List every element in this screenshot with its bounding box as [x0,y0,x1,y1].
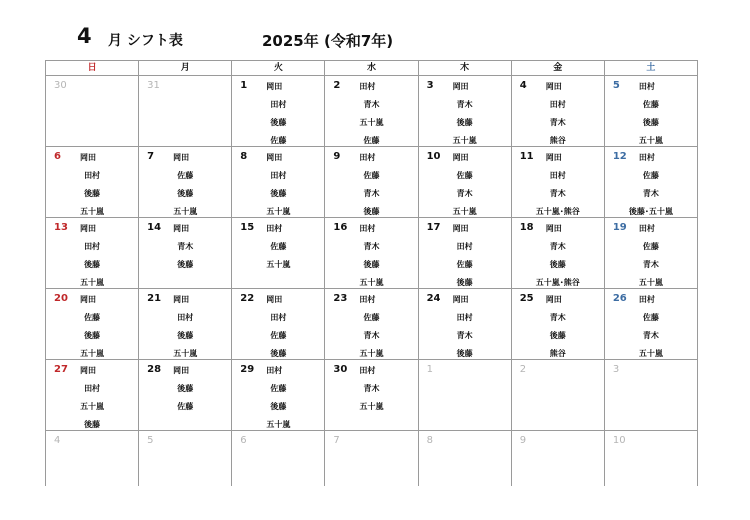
staff-name: 田村 [456,242,473,251]
day-cell [46,218,139,289]
staff-name: 岡田 [173,366,190,375]
day-number: 5 [147,435,154,446]
day-cell [511,360,604,431]
staff-name: 後藤 [456,349,473,358]
staff-name: 岡田 [452,82,469,91]
staff-name: 岡田 [173,153,190,162]
staff-name: 田村 [84,171,101,180]
staff-name: 後藤 [549,331,566,340]
shift-staff-list [325,220,417,292]
year-label: 2025年 (令和7年) [262,32,394,50]
shift-staff-list [512,291,604,363]
staff-name: 岡田 [173,295,190,304]
staff-name: 青木 [363,242,380,251]
day-number: 17 [426,222,441,233]
staff-name: 田村 [549,100,566,109]
staff-name: 田村 [638,295,655,304]
week-row [46,289,698,360]
day-number: 11 [519,151,534,162]
calendar-body [46,76,698,487]
staff-name: 佐藤 [456,171,473,180]
staff-name: 佐藤 [642,242,659,251]
day-number: 9 [519,435,527,446]
staff-name: 青木 [549,313,566,322]
staff-name: 佐藤 [177,402,194,411]
day-cell [604,431,697,487]
staff-name: 田村 [270,171,287,180]
weekday-sun: 日 [46,61,139,76]
staff-name: 後藤 [363,260,380,269]
shift-staff-list [139,149,231,221]
day-cell [232,360,325,431]
day-cell [511,147,604,218]
staff-name: 五十嵐 [452,207,477,216]
day-number: 23 [333,293,348,304]
day-number: 3 [612,364,620,375]
day-number: 28 [147,364,162,375]
staff-name: 青木 [363,100,380,109]
staff-name: 後藤 [177,331,194,340]
staff-name: 青木 [642,260,659,269]
staff-name: 後藤 [549,260,566,269]
staff-name: 岡田 [545,153,562,162]
staff-name: 青木 [549,189,566,198]
staff-name: 青木 [642,189,659,198]
staff-name: 岡田 [452,295,469,304]
day-number: 4 [54,435,61,446]
day-cell [511,431,604,487]
day-cell [46,289,139,360]
staff-name: 後藤 [270,349,287,358]
staff-name: 五十嵐･熊谷 [535,207,580,216]
shift-staff-list [139,291,231,363]
day-cell [325,289,418,360]
staff-name: 後藤 [84,260,101,269]
day-number: 24 [426,293,441,304]
day-number: 18 [519,222,534,233]
staff-name: 青木 [549,242,566,251]
staff-name: 五十嵐 [80,402,105,411]
day-cell [325,218,418,289]
day-number: 13 [54,222,68,233]
staff-name: 田村 [456,313,473,322]
day-number: 1 [240,80,248,91]
day-cell [139,289,232,360]
day-number: 30 [54,80,67,91]
staff-name: 岡田 [80,366,96,375]
staff-name: 佐藤 [84,313,101,322]
day-cell [418,431,511,487]
staff-name: 後藤 [270,402,287,411]
shift-staff-list [139,220,231,274]
day-cell [139,147,232,218]
day-cell [604,218,697,289]
shift-staff-list [419,291,511,363]
staff-name: 田村 [359,295,376,304]
shift-staff-list [232,78,324,150]
day-number: 14 [147,222,162,233]
staff-name: 五十嵐 [80,207,105,216]
staff-name: 五十嵐 [173,207,198,216]
calendar-title [0,26,750,56]
staff-name: 後藤･五十嵐 [628,207,673,216]
day-cell [139,360,232,431]
staff-name: 田村 [84,242,101,251]
staff-name: 後藤 [84,189,101,198]
shift-staff-list [139,362,231,416]
staff-name: 後藤 [84,331,101,340]
shift-staff-list [46,220,138,292]
staff-name: 五十嵐･熊谷 [535,278,580,287]
staff-name: 佐藤 [270,384,287,393]
day-number: 27 [54,364,68,375]
weekday-sat: 土 [604,61,697,76]
staff-name: 後藤 [456,278,473,287]
week-row [46,76,698,147]
staff-name: 五十嵐 [266,420,291,429]
day-number: 21 [147,293,162,304]
day-cell [604,289,697,360]
staff-name: 青木 [363,384,380,393]
staff-name: 後藤 [177,260,194,269]
day-cell [232,147,325,218]
day-cell [232,76,325,147]
staff-name: 田村 [177,313,194,322]
staff-name: 佐藤 [642,313,659,322]
week-row [46,360,698,431]
staff-name: 佐藤 [456,260,473,269]
staff-name: 熊谷 [549,349,566,358]
day-number: 19 [612,222,627,233]
day-number: 22 [240,293,255,304]
day-cell [604,147,697,218]
shift-staff-list [325,149,417,221]
staff-name: 佐藤 [363,313,380,322]
weekday-header-row [46,61,698,76]
day-number: 8 [240,151,248,162]
staff-name: 五十嵐 [359,349,384,358]
staff-name: 後藤 [270,118,287,127]
day-number: 25 [519,293,534,304]
staff-name: 田村 [270,313,287,322]
day-cell [604,76,697,147]
staff-name: 後藤 [363,207,380,216]
day-number: 29 [240,364,255,375]
day-number: 5 [612,80,620,91]
staff-name: 五十嵐 [638,136,663,145]
day-cell [418,289,511,360]
staff-name: 岡田 [80,224,96,233]
shift-staff-list [605,291,697,363]
staff-name: 岡田 [80,295,96,304]
staff-name: 田村 [359,224,376,233]
weekday-wed: 水 [325,61,418,76]
day-cell [418,147,511,218]
staff-name: 青木 [177,242,194,251]
shift-staff-list [46,291,138,363]
weekday-fri: 金 [511,61,604,76]
shift-staff-list [325,291,417,363]
staff-name: 後藤 [177,384,194,393]
day-number: 1 [426,364,433,375]
staff-name: 後藤 [642,118,659,127]
staff-name: 田村 [638,153,655,162]
staff-name: 佐藤 [177,171,194,180]
weekday-thu: 木 [418,61,511,76]
day-number: 2 [519,364,527,375]
staff-name: 青木 [363,331,380,340]
shift-staff-list [605,78,697,150]
day-number: 6 [54,151,61,162]
day-cell [232,289,325,360]
day-number: 26 [612,293,627,304]
staff-name: 五十嵐 [266,207,291,216]
staff-name: 熊谷 [549,136,566,145]
day-number: 10 [426,151,441,162]
staff-name: 田村 [270,100,287,109]
shift-calendar [45,60,698,486]
staff-name: 田村 [84,384,101,393]
day-cell [46,76,139,147]
day-number: 30 [333,364,348,375]
staff-name: 五十嵐 [638,349,663,358]
staff-name: 青木 [456,189,473,198]
day-number: 12 [612,151,627,162]
day-number: 8 [426,435,433,446]
staff-name: 佐藤 [363,136,380,145]
shift-staff-list [605,149,697,221]
staff-name: 五十嵐 [359,118,384,127]
staff-name: 佐藤 [642,171,659,180]
staff-name: 田村 [638,82,655,91]
staff-name: 五十嵐 [638,278,663,287]
day-cell [139,76,232,147]
week-row [46,218,698,289]
staff-name: 五十嵐 [80,278,105,287]
shift-staff-list [512,149,604,221]
staff-name: 岡田 [266,153,283,162]
shift-staff-list [232,149,324,221]
day-cell [139,431,232,487]
day-number: 7 [333,435,340,446]
staff-name: 田村 [638,224,655,233]
day-number: 2 [333,80,341,91]
staff-name: 田村 [266,366,283,375]
staff-name: 五十嵐 [359,402,384,411]
day-number: 31 [147,80,160,91]
staff-name: 岡田 [80,153,96,162]
shift-staff-list [419,220,511,292]
staff-name: 五十嵐 [173,349,198,358]
day-cell [511,76,604,147]
day-cell [46,360,139,431]
day-number: 10 [612,435,626,446]
staff-name: 青木 [363,189,380,198]
staff-name: 岡田 [452,153,469,162]
day-cell [325,147,418,218]
day-cell [325,431,418,487]
staff-name: 田村 [359,153,376,162]
day-cell [511,289,604,360]
staff-name: 青木 [456,100,473,109]
day-cell [232,431,325,487]
staff-name: 五十嵐 [80,349,105,358]
day-number: 3 [426,80,434,91]
shift-staff-list [512,220,604,292]
staff-name: 岡田 [266,295,283,304]
staff-name: 五十嵐 [266,260,291,269]
day-number: 9 [333,151,341,162]
shift-staff-list [325,78,417,150]
shift-staff-list [512,78,604,150]
staff-name: 後藤 [84,420,101,429]
day-cell [46,147,139,218]
day-cell [46,431,139,487]
staff-name: 五十嵐 [452,136,477,145]
month-label: 月 シフト表 [108,33,183,49]
staff-name: 後藤 [270,189,287,198]
staff-name: 田村 [359,82,376,91]
day-number: 16 [333,222,348,233]
weekday-mon: 月 [139,61,232,76]
shift-staff-list [232,220,324,274]
shift-staff-list [419,149,511,221]
weekday-tue: 火 [232,61,325,76]
staff-name: 青木 [456,331,473,340]
staff-name: 田村 [359,366,376,375]
staff-name: 岡田 [173,224,190,233]
shift-staff-list [46,362,138,434]
week-row [46,147,698,218]
staff-name: 岡田 [266,82,283,91]
month-number: 4 [77,24,92,48]
staff-name: 岡田 [545,82,562,91]
day-cell [418,76,511,147]
shift-staff-list [46,149,138,221]
staff-name: 岡田 [545,224,562,233]
staff-name: 岡田 [545,295,562,304]
day-cell [418,360,511,431]
shift-staff-list [232,291,324,363]
staff-name: 後藤 [456,118,473,127]
day-cell [139,218,232,289]
staff-name: 佐藤 [363,171,380,180]
week-row [46,431,698,487]
shift-staff-list [232,362,324,434]
day-number: 7 [147,151,155,162]
day-cell [604,360,697,431]
day-cell [511,218,604,289]
day-number: 15 [240,222,255,233]
day-cell [325,76,418,147]
day-cell [232,218,325,289]
staff-name: 佐藤 [270,242,287,251]
staff-name: 佐藤 [270,136,287,145]
shift-staff-list [605,220,697,292]
staff-name: 田村 [549,171,566,180]
staff-name: 岡田 [452,224,469,233]
day-cell [418,218,511,289]
day-number: 6 [240,435,247,446]
shift-staff-list [325,362,417,416]
staff-name: 五十嵐 [359,278,384,287]
day-cell [325,360,418,431]
day-number: 20 [54,293,68,304]
day-number: 4 [519,80,527,91]
staff-name: 佐藤 [270,331,287,340]
staff-name: 佐藤 [642,100,659,109]
staff-name: 後藤 [177,189,194,198]
staff-name: 青木 [549,118,566,127]
shift-staff-list [419,78,511,150]
staff-name: 青木 [642,331,659,340]
staff-name: 田村 [266,224,283,233]
